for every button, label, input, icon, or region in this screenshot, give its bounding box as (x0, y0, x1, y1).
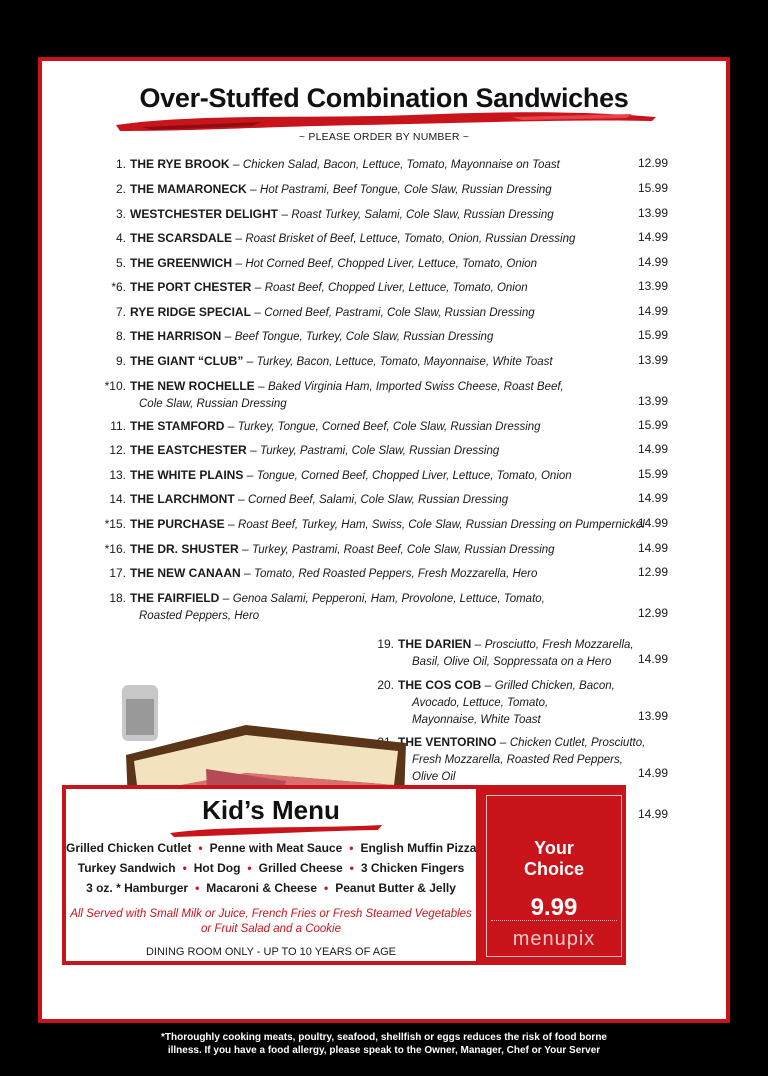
menu-item: 3. WESTCHESTER DELIGHT – Roast Turkey, Salami, Cole Slaw, Russian Dressing (130, 206, 554, 223)
item-name: THE HARRISON (130, 329, 222, 343)
item-description: Turkey, Bacon, Lettuce, Tomato, Mayonnaise, White Toast (256, 356, 553, 368)
item-price: 14.99 (637, 807, 668, 821)
item-price: 14.99 (637, 541, 668, 555)
menupix-watermark: menupix (491, 920, 617, 953)
item-number: 7. (115, 305, 126, 319)
item-price: 14.99 (637, 230, 668, 244)
menu-item: 18. THE FAIRFIELD – Genoa Salami, Pepperoni, Ham, Provolone, Lettuce, Tomato, Roasted Peppers, Hero (130, 590, 545, 624)
kids-item: 3 oz. * Hamburger (86, 881, 189, 895)
your-choice-line-2: Choice (523, 859, 584, 879)
menu-item: 1. THE RYE BROOK – Chicken Salad, Bacon, Lettuce, Tomato, Mayonnaise on Toast (130, 156, 560, 173)
item-name: THE LARCHMONT (130, 492, 235, 506)
kids-served-with-note-2: or Fruit Salad and a Cookie (201, 923, 341, 935)
kids-item: English Muffin Pizza (360, 841, 477, 855)
menu-item: 19. THE DARIEN – Prosciutto, Fresh Mozzarella, Basil, Olive Oil, Soppressata on a Hero (398, 636, 634, 670)
item-price: 12.99 (637, 565, 668, 579)
item-description-cont: Avocado, Lettuce, Tomato, (412, 697, 549, 709)
kids-item: 3 Chicken Fingers (360, 861, 465, 875)
item-name: THE DR. SHUSTER (130, 542, 239, 556)
kids-menu-panel (66, 789, 476, 961)
your-choice-box (486, 795, 622, 957)
item-description-cont: Fresh Mozzarella, Roasted Red Peppers, (412, 754, 623, 766)
item-description-cont: Cole Slaw, Russian Dressing (139, 398, 287, 410)
menu-item: 11. THE STAMFORD – Turkey, Tongue, Corned Beef, Cole Slaw, Russian Dressing (130, 418, 541, 435)
bullet-separator: • (195, 881, 200, 895)
menu-item: *10. THE NEW ROCHELLE – Baked Virginia Ham, Imported Swiss Cheese, Roast Beef, Cole Slaw, Russian Dressing (130, 378, 564, 412)
item-price: 12.99 (637, 156, 668, 170)
kids-item: Penne with Meat Sauce (209, 841, 343, 855)
item-description: Roast Brisket of Beef, Lettuce, Tomato, Onion, Russian Dressing (245, 233, 576, 245)
item-name: RYE RIDGE SPECIAL (130, 305, 251, 319)
item-price: 15.99 (637, 181, 668, 195)
menu-item: 17. THE NEW CANAAN – Tomato, Red Roasted Peppers, Fresh Mozzarella, Hero (130, 565, 537, 582)
item-number: 17. (109, 566, 126, 580)
item-description: Tomato, Red Roasted Peppers, Fresh Mozzarella, Hero (254, 568, 538, 580)
menu-item: 20. THE COS COB – Grilled Chicken, Bacon, Avocado, Lettuce, Tomato, Mayonnaise, White Toast (398, 677, 615, 728)
menu-item: 13. THE WHITE PLAINS – Tongue, Corned Beef, Chopped Liver, Lettuce, Tomato, Onion (130, 467, 572, 484)
item-name: THE SCARSDALE (130, 231, 233, 245)
item-name: THE FAIRFIELD (130, 591, 220, 605)
kids-menu-section (62, 785, 626, 965)
item-number: 3. (115, 207, 126, 221)
item-name: THE GREENWICH (130, 256, 232, 270)
menu-item: THE VENTORINO – Chicken Cutlet, Prosciutto, Fresh Mozzarella, Roasted Red Peppers, Olive Oil (398, 734, 645, 785)
item-number: 14. (109, 492, 126, 506)
item-name: THE PURCHASE (130, 517, 225, 531)
item-number: 8. (115, 329, 126, 343)
item-name: THE STAMFORD (130, 419, 225, 433)
item-price: 13.99 (637, 394, 668, 408)
kids-items-row-1 (66, 841, 476, 855)
item-description: Roast Beef, Chopped Liver, Lettuce, Tomato, Onion (264, 282, 528, 294)
item-name: THE NEW CANAAN (130, 566, 241, 580)
item-price: 14.99 (637, 652, 668, 666)
bullet-separator: • (349, 861, 354, 875)
item-price: 14.99 (637, 304, 668, 318)
kids-served-with-note: All Served with Small Milk or Juice, French Fries or Fresh Steamed Vegetables (70, 908, 472, 920)
item-description: Corned Beef, Salami, Cole Slaw, Russian Dressing (248, 494, 509, 506)
item-description: Hot Corned Beef, Chopped Liver, Lettuce, Tomato, Onion (245, 258, 538, 270)
item-description-cont: Basil, Olive Oil, Soppressata on a Hero (412, 656, 612, 668)
order-instructions: ~ PLEASE ORDER BY NUMBER ~ (298, 131, 470, 143)
item-number: 19. (377, 637, 394, 651)
kids-item: Grilled Cheese (258, 861, 343, 875)
item-number: 4. (115, 231, 126, 245)
item-number: 2. (115, 182, 126, 196)
kids-item: Turkey Sandwich (77, 861, 176, 875)
item-number: 13. (109, 468, 126, 482)
your-choice-label (487, 838, 621, 880)
kids-item: Hot Dog (193, 861, 241, 875)
item-price: 15.99 (637, 467, 668, 481)
item-number: 9. (115, 354, 126, 368)
item-price: 14.99 (637, 491, 668, 505)
menu-item: 5. THE GREENWICH – Hot Corned Beef, Chopped Liver, Lettuce, Tomato, Onion (130, 255, 537, 272)
item-number: 5. (115, 256, 126, 270)
kids-price: 9.99 (530, 894, 578, 921)
menu-item: 8. THE HARRISON – Beef Tongue, Turkey, Cole Slaw, Russian Dressing (130, 328, 493, 345)
kids-item: Grilled Chicken Cutlet (66, 841, 192, 855)
kids-item: Macaroni & Cheese (206, 881, 318, 895)
item-description: Chicken Cutlet, Prosciutto, (509, 737, 646, 749)
item-price: 13.99 (637, 709, 668, 723)
kids-age-note: DINING ROOM ONLY - UP TO 10 YEARS OF AGE (145, 946, 396, 958)
item-name: THE WHITE PLAINS (130, 468, 244, 482)
item-number: 20. (377, 678, 394, 692)
bullet-separator: • (324, 881, 329, 895)
item-name: THE MAMARONECK (130, 182, 247, 196)
kids-title-brush-stroke (166, 821, 386, 839)
item-name: THE COS COB (398, 678, 482, 692)
item-price: 14.99 (637, 442, 668, 456)
menu-item: 7. RYE RIDGE SPECIAL – Corned Beef, Pastrami, Cole Slaw, Russian Dressing (130, 304, 535, 321)
menu-item: 14. THE LARCHMONT – Corned Beef, Salami, Cole Slaw, Russian Dressing (130, 491, 508, 508)
item-description-cont: Olive Oil (412, 771, 456, 783)
item-price: 14.99 (637, 766, 668, 780)
item-number: *6. (111, 280, 126, 294)
disclaimer-line-1: *Thoroughly cooking meats, poultry, seafood, shellfish or eggs reduces the risk of food borne (161, 1032, 607, 1043)
item-description: Corned Beef, Pastrami, Cole Slaw, Russian Dressing (264, 307, 535, 319)
item-description-cont: Roasted Peppers, Hero (139, 610, 260, 622)
item-number: 18. (109, 591, 126, 605)
bullet-separator: • (182, 861, 187, 875)
item-number: *15. (104, 517, 126, 531)
item-price: 15.99 (637, 328, 668, 342)
item-price: 14.99 (637, 255, 668, 269)
item-number: 12. (109, 443, 126, 457)
food-safety-disclaimer (0, 1031, 768, 1057)
page-title: Over-Stuffed Combination Sandwiches (139, 83, 629, 113)
kids-item: Peanut Butter & Jelly (335, 881, 456, 895)
item-price: 13.99 (637, 279, 668, 293)
item-number: *10. (104, 379, 126, 393)
bullet-separator: • (198, 841, 203, 855)
disclaimer-line-2: illness. If you have a food allergy, please speak to the Owner, Manager, Chef or Your Server (167, 1045, 601, 1056)
item-description: Hot Pastrami, Beef Tongue, Cole Slaw, Russian Dressing (260, 184, 552, 196)
item-name: THE GIANT “CLUB” (130, 354, 244, 368)
menu-item: 4. THE SCARSDALE – Roast Brisket of Beef, Lettuce, Tomato, Onion, Russian Dressing (130, 230, 575, 247)
item-description: Roast Turkey, Salami, Cole Slaw, Russian Dressing (291, 209, 554, 221)
item-price: 13.99 (637, 353, 668, 367)
item-description: Baked Virginia Ham, Imported Swiss Cheese, Roast Beef, (268, 381, 564, 393)
item-name: THE EASTCHESTER (130, 443, 247, 457)
item-name: THE PORT CHESTER (130, 280, 252, 294)
item-price: 12.99 (637, 606, 668, 620)
menu-item: *15. THE PURCHASE – Roast Beef, Turkey, Ham, Swiss, Cole Slaw, Russian Dressing on Pumpernickel (130, 516, 645, 533)
item-name: THE DARIEN (398, 637, 472, 651)
kids-items-row-2 (66, 861, 476, 875)
kids-menu-title: Kid’s Menu (202, 795, 340, 825)
item-name: THE VENTORINO (398, 735, 497, 749)
item-number: 11. (110, 419, 126, 433)
item-price: 13.99 (637, 206, 668, 220)
item-number: 1. (115, 157, 126, 171)
item-description-cont: Mayonnaise, White Toast (412, 714, 541, 726)
kids-items-row-3 (66, 881, 476, 895)
item-description: Genoa Salami, Pepperoni, Ham, Provolone, Lettuce, Tomato, (232, 593, 545, 605)
menu-item: *16. THE DR. SHUSTER – Turkey, Pastrami, Roast Beef, Cole Slaw, Russian Dressing (130, 541, 555, 558)
item-number: *16. (104, 542, 126, 556)
item-price: 15.99 (637, 418, 668, 432)
item-description: Turkey, Pastrami, Cole Slaw, Russian Dressing (260, 445, 500, 457)
menu-item: *6. THE PORT CHESTER – Roast Beef, Chopped Liver, Lettuce, Tomato, Onion (130, 279, 528, 296)
item-description: Prosciutto, Fresh Mozzarella, (484, 639, 634, 651)
item-name: THE NEW ROCHELLE (130, 379, 255, 393)
item-description: Chicken Salad, Bacon, Lettuce, Tomato, Mayonnaise on Toast (242, 159, 560, 171)
menu-item: 2. THE MAMARONECK – Hot Pastrami, Beef Tongue, Cole Slaw, Russian Dressing (130, 181, 552, 198)
item-description: Tongue, Corned Beef, Chopped Liver, Lettuce, Tomato, Onion (256, 470, 572, 482)
menu-item: 9. THE GIANT “CLUB” – Turkey, Bacon, Lettuce, Tomato, Mayonnaise, White Toast (130, 353, 553, 370)
item-price: 14.99 (637, 516, 668, 530)
your-choice-line-1: Your (534, 838, 574, 858)
item-description: Turkey, Pastrami, Roast Beef, Cole Slaw, Russian Dressing (252, 544, 555, 556)
bullet-separator: • (349, 841, 354, 855)
item-description: Beef Tongue, Turkey, Cole Slaw, Russian Dressing (234, 331, 494, 343)
menu-item: 12. THE EASTCHESTER – Turkey, Pastrami, Cole Slaw, Russian Dressing (130, 442, 499, 459)
bullet-separator: • (247, 861, 252, 875)
item-name: WESTCHESTER DELIGHT (130, 207, 279, 221)
item-description: Turkey, Tongue, Corned Beef, Cole Slaw, Russian Dressing (237, 421, 541, 433)
item-name: THE RYE BROOK (130, 157, 230, 171)
item-description: Roast Beef, Turkey, Ham, Swiss, Cole Slaw, Russian Dressing on Pumpernickel (238, 519, 645, 531)
item-description: Grilled Chicken, Bacon, (494, 680, 615, 692)
